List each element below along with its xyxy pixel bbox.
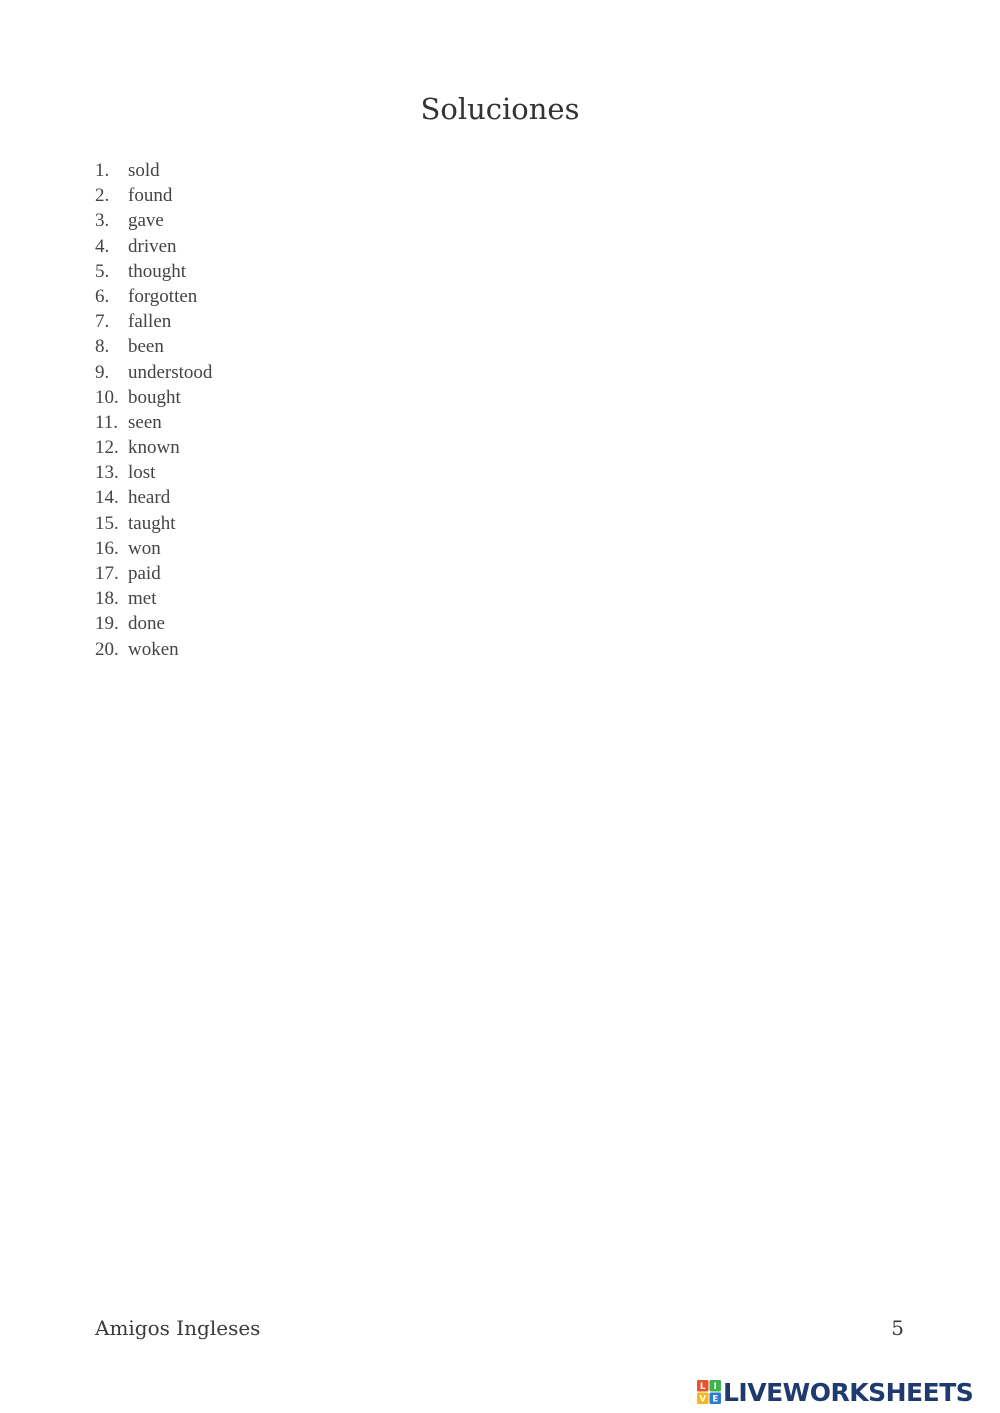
item-number: 6. — [95, 285, 110, 307]
list-item — [95, 309, 212, 334]
item-number: 2. — [95, 185, 110, 207]
item-word: seen — [128, 411, 162, 433]
list-item — [95, 385, 212, 410]
list-item — [95, 435, 212, 460]
item-word: found — [128, 185, 173, 207]
list-item — [95, 334, 212, 359]
footer-publisher: Amigos Ingleses — [95, 1316, 261, 1340]
list-item — [95, 511, 212, 536]
answer-list — [95, 158, 212, 662]
item-word: gave — [128, 210, 164, 232]
item-word: lost — [128, 462, 156, 484]
list-item — [95, 586, 212, 611]
logo-letter: I — [713, 1382, 717, 1392]
item-number: 8. — [95, 336, 110, 358]
list-item — [95, 360, 212, 385]
item-word: woken — [128, 638, 179, 660]
list-item — [95, 611, 212, 636]
item-word: thought — [128, 260, 187, 282]
item-number: 13. — [95, 462, 119, 484]
item-word: sold — [128, 160, 160, 181]
item-number: 16. — [95, 537, 119, 559]
item-word: taught — [128, 512, 176, 534]
item-word: heard — [128, 487, 171, 509]
item-number: 7. — [95, 311, 110, 333]
list-item — [95, 284, 212, 309]
list-item — [95, 561, 212, 586]
list-item — [95, 485, 212, 510]
list-item — [95, 637, 212, 662]
item-word: known — [128, 437, 180, 459]
item-number: 9. — [95, 361, 110, 383]
logo-letter: E — [712, 1394, 719, 1404]
item-number: 17. — [95, 563, 119, 584]
list-item — [95, 208, 212, 233]
item-number: 14. — [95, 487, 119, 509]
item-number: 10. — [95, 386, 119, 408]
item-number: 15. — [95, 512, 119, 534]
liveworksheets-watermark[interactable] — [697, 1376, 973, 1408]
item-number: 11. — [95, 411, 119, 433]
item-word: understood — [128, 361, 213, 383]
item-word: fallen — [128, 311, 172, 333]
brand-text: LIVEWORKSHEETS — [723, 1377, 974, 1407]
item-word: been — [128, 336, 164, 358]
item-number: 4. — [95, 235, 110, 257]
liveworksheets-logo-icon — [697, 1380, 721, 1404]
list-item — [95, 460, 212, 485]
item-number: 1. — [95, 160, 110, 181]
logo-letter: V — [699, 1394, 707, 1404]
list-item — [95, 158, 212, 183]
item-number: 5. — [95, 260, 110, 282]
item-word: done — [128, 613, 165, 635]
logo-letter: L — [700, 1382, 706, 1392]
list-item — [95, 259, 212, 284]
page-title: Soluciones — [420, 92, 580, 126]
item-number: 18. — [95, 588, 119, 610]
item-word: driven — [128, 235, 177, 257]
item-word: won — [128, 537, 161, 559]
item-number: 19. — [95, 613, 119, 635]
item-number: 12. — [95, 437, 119, 459]
list-item — [95, 183, 212, 208]
item-number: 20. — [95, 638, 119, 660]
list-item — [95, 234, 212, 259]
item-word: paid — [128, 563, 161, 584]
page-number: 5 — [891, 1316, 904, 1340]
item-word: met — [128, 588, 157, 610]
item-word: bought — [128, 386, 181, 408]
list-item — [95, 536, 212, 561]
list-item — [95, 410, 212, 435]
item-number: 3. — [95, 210, 110, 232]
item-word: forgotten — [128, 285, 198, 307]
